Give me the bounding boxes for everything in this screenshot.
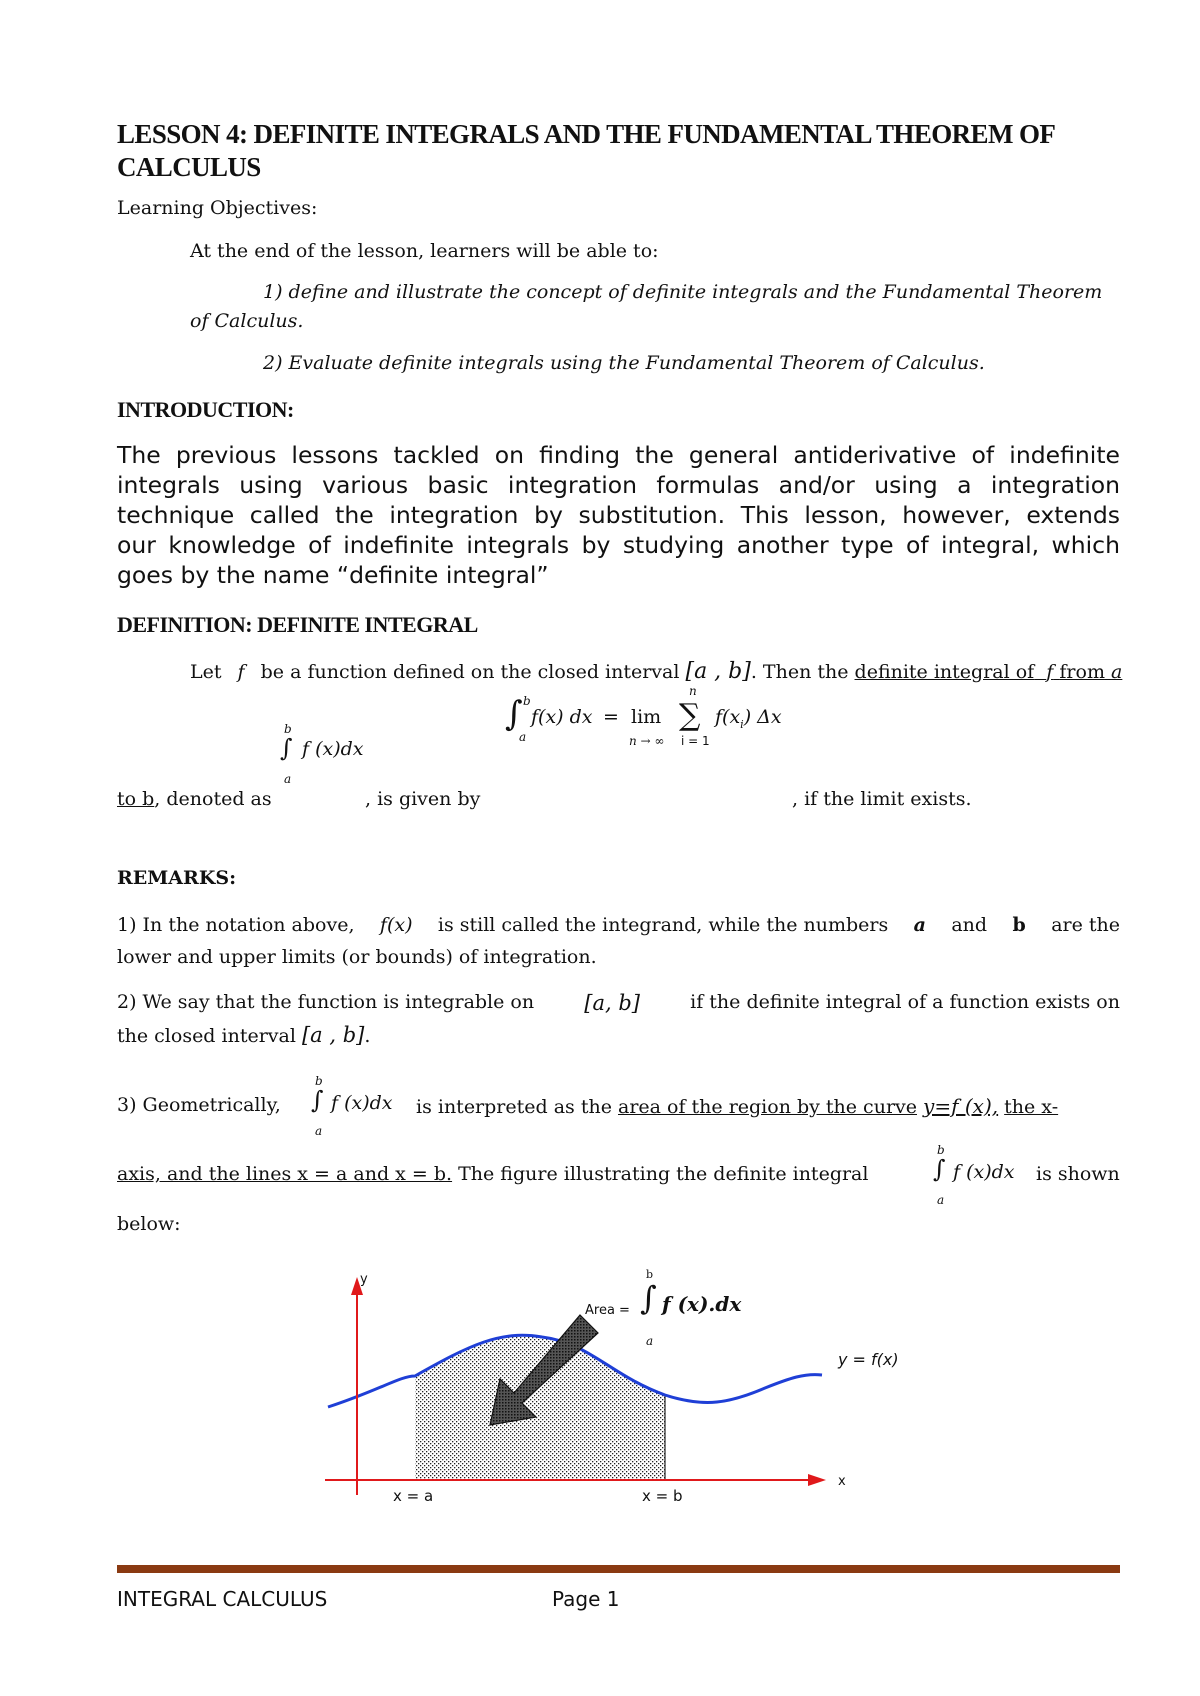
def-interval: [a , b]	[685, 659, 751, 684]
footer-course: INTEGRAL CALCULUS	[117, 1587, 328, 1611]
r3-text-c: The figure illustrating the definite integral	[458, 1163, 869, 1185]
def-integral-of-text: definite integral of	[854, 661, 1035, 683]
sum-term-sub: i	[740, 717, 744, 731]
formula-upper-limit: b	[523, 694, 531, 708]
figure-x-label: x	[838, 1474, 846, 1489]
r3b-integrand: f (x)dx	[953, 1161, 1015, 1183]
definition-line-1	[190, 656, 1125, 688]
r2-interval-2: [a , b]	[301, 1023, 365, 1047]
r1-fx: f(x)	[379, 914, 413, 936]
formula-lim-sub: n → ∞	[629, 734, 665, 748]
def-let: Let	[190, 661, 222, 683]
def-a: a	[1111, 661, 1123, 683]
sum-term-main: f(x	[715, 706, 741, 728]
r2-text-c: the closed interval	[117, 1025, 296, 1047]
formula-integrand: f(x) dx	[531, 706, 593, 728]
def-from: from	[1059, 661, 1105, 683]
objective-1-line-b: of Calculus.	[190, 310, 304, 332]
def-f2: f	[1046, 661, 1054, 683]
formula-lim: lim	[631, 706, 662, 728]
introduction-paragraph	[117, 440, 1120, 590]
denoted-integral-sign: ∫	[280, 734, 293, 762]
sigma-icon: ∑	[679, 698, 701, 733]
formula-sum-lower: i = 1	[681, 734, 710, 748]
r3-text-b: is interpreted as the	[416, 1096, 612, 1118]
r2-text-b: if the definite integral of a function exists on	[690, 991, 1120, 1013]
def-is-given: , is given by	[365, 788, 481, 810]
r1-text-b: is still called the integrand, while the numbers	[437, 914, 889, 936]
formula-equals: =	[603, 706, 619, 728]
x-axis-arrow-icon	[808, 1474, 826, 1486]
intro-line-3: technique called the integration by substitution. This lesson, however, extends	[117, 501, 1120, 529]
footer-page-number: Page 1	[552, 1587, 620, 1611]
remark-1-line-2: lower and upper limits (or bounds) of integration.	[117, 946, 597, 968]
r3b-integral-sign: ∫	[933, 1155, 946, 1183]
r3-text-d: is shown	[1036, 1163, 1120, 1185]
r3-underline-2: the x-	[1004, 1096, 1059, 1118]
denoted-integrand: f (x)dx	[302, 738, 364, 760]
def-if-limit: , if the limit exists.	[792, 788, 972, 810]
r1-text-a: 1) In the notation above,	[117, 914, 355, 936]
figure-y-label: y	[360, 1272, 368, 1287]
r3-integral-sign: ∫	[311, 1086, 324, 1114]
def-to-b: to b	[117, 788, 155, 810]
footer-divider	[117, 1565, 1120, 1573]
def-denoted: , denoted as	[154, 788, 272, 810]
lesson-title	[117, 118, 1117, 184]
objectives-intro: At the end of the lesson, learners will be able to:	[190, 240, 659, 262]
remark-3-line-3: below:	[117, 1213, 181, 1235]
definite-integral-figure	[310, 1255, 930, 1515]
def-f: f	[237, 661, 245, 683]
r1-b: b	[1012, 914, 1026, 936]
r1-a: a	[913, 914, 926, 936]
figure-area-upper: b	[646, 1268, 654, 1281]
remark-2-line-2	[117, 1023, 370, 1047]
r3b-lower: a	[937, 1193, 945, 1207]
definition-heading: DEFINITION: DEFINITE INTEGRAL	[117, 612, 478, 637]
r2-text-a: 2) We say that the function is integrable on	[117, 991, 535, 1013]
remark-2-line-1	[117, 991, 1120, 1015]
title-line-2: CALCULUS	[117, 152, 261, 182]
integral-sign: ∫	[505, 694, 523, 734]
r3-lines-underline: axis, and the lines x = a and x = b.	[117, 1163, 453, 1185]
formula-sum-term	[715, 706, 782, 731]
r3-integrand: f (x)dx	[331, 1092, 393, 1114]
r1-and: and	[951, 914, 988, 936]
denoted-lower: a	[284, 772, 292, 786]
r1-text-c: are the	[1051, 914, 1120, 936]
r2-period: .	[364, 1025, 371, 1047]
figure-xa-label: x = a	[393, 1487, 434, 1505]
r3-curve: y=f (x),	[923, 1094, 999, 1118]
formula-sum-upper: n	[689, 684, 697, 698]
introduction-heading: INTRODUCTION:	[117, 397, 294, 422]
title-line-1: LESSON 4: DEFINITE INTEGRALS AND THE FUNDAMENTAL THEOREM OF	[117, 119, 1056, 149]
objective-2: 2) Evaluate definite integrals using the Fundamental Theorem of Calculus.	[263, 352, 985, 374]
definite-integral-formula	[505, 684, 805, 764]
intro-line-1: The previous lessons tackled on finding the general antiderivative of indefinite	[117, 441, 1120, 469]
remarks-heading: REMARKS:	[117, 867, 237, 889]
denoted-integral	[282, 722, 402, 792]
definition-line-2	[117, 783, 272, 815]
r2-interval: [a, b]	[584, 991, 640, 1015]
r3-text-a: 3) Geometrically,	[117, 1094, 281, 1116]
figure-area-expr: f (x).dx	[662, 1292, 742, 1316]
def-then: . Then the	[750, 661, 849, 683]
r3b-upper: b	[937, 1143, 945, 1157]
figure-xb-label: x = b	[642, 1487, 683, 1505]
figure-area-integral-sign: ∫	[640, 1279, 657, 1317]
objective-1-line-a: 1) define and illustrate the concept of definite integrals and the Fundamental Theorem	[263, 281, 1103, 303]
figure-area-label: Area =	[585, 1303, 630, 1318]
r3-underline-1: area of the region by the curve	[618, 1096, 917, 1118]
def-integral-of	[855, 661, 1123, 683]
remark-1-line-1	[117, 914, 1120, 936]
sum-term-end: ) Δx	[743, 706, 782, 728]
intro-line-4: our knowledge of indefinite integrals by studying another type of integral, which	[117, 531, 1120, 559]
intro-line-2: integrals using various basic integration formulas and/or using a integration	[117, 471, 1120, 499]
figure-area-lower: a	[646, 1334, 654, 1348]
denoted-upper: b	[284, 722, 292, 736]
remark-3-line-2	[117, 1163, 868, 1185]
remark-3-line-1-rest	[416, 1094, 1058, 1118]
figure-curve-label: y = f(x)	[838, 1350, 899, 1369]
r3-upper: b	[315, 1074, 323, 1088]
formula-lower-limit: a	[519, 730, 527, 744]
def-be-fn: be a function defined on the closed interval	[260, 661, 680, 683]
intro-line-5: goes by the name “definite integral”	[117, 561, 549, 589]
r3-integral	[313, 1074, 413, 1144]
r3-lower: a	[315, 1124, 323, 1138]
objectives-label: Learning Objectives:	[117, 197, 318, 219]
